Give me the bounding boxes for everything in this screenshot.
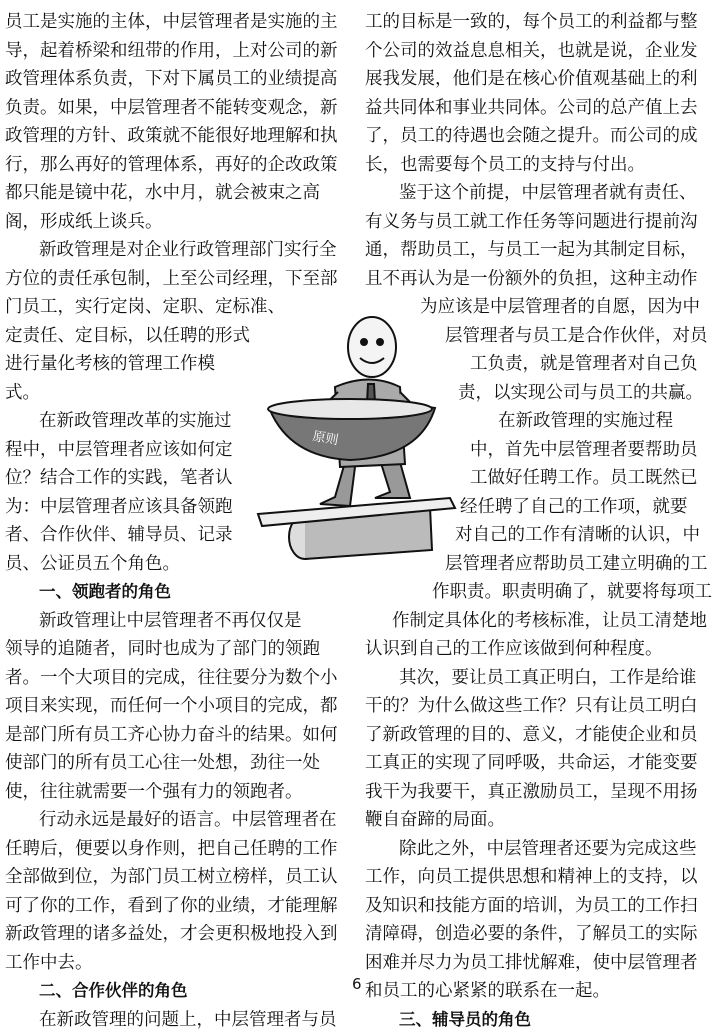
left-text-line: 程中，中层管理者应该如何定 xyxy=(5,439,233,460)
right-text-line: 工负责，就是管理者对自己负 xyxy=(470,354,698,374)
left-text-line: 都只能是镜中花，水中月，就会被束之高 xyxy=(5,183,320,203)
right-text-line: 长，也需要每个员工的支持与付出。 xyxy=(365,154,645,175)
right-text-line: 个公司的效益息息相关，也就是说，企业发 xyxy=(365,40,698,61)
left-text-line: 项目来实现，而任何一个小项目的完成，都 xyxy=(5,696,338,716)
right-text-line: 展我发展，他们是在核心价值观基础上的利 xyxy=(365,69,698,89)
right-text-line: 作制定具体化的考核标准，让员工清楚地 xyxy=(392,610,707,631)
right-text-line: 工的目标是一致的，每个员工的利益都与整 xyxy=(365,12,698,32)
left-text-line: 工作中去。 xyxy=(5,952,93,973)
left-text-line: 阁，形成纸上谈兵。 xyxy=(5,211,163,232)
right-text-line: 工作，向员工提供思想和精神上的支持，以 xyxy=(365,867,698,887)
right-text-line: 层管理者与员工是合作伙伴，对员 xyxy=(445,325,708,346)
right-section-heading: 三、辅导员的角色 xyxy=(399,1009,531,1029)
left-text-line: 者。一个大项目的完成，往往要分为数个小 xyxy=(5,667,338,688)
right-text-line: 了新政管理的目的、意义，才能使企业和员 xyxy=(365,724,698,745)
left-text-line: 位？结合工作的实践，笔者认 xyxy=(5,468,233,488)
left-text-line: 新政管理让中层管理者不再仅仅是 xyxy=(39,610,302,631)
right-text-line: 经任聘了自己的工作项，就要 xyxy=(460,496,688,517)
left-text-line: 在新政管理改革的实施过 xyxy=(39,411,232,431)
left-section-heading: 二、合作伙伴的角色 xyxy=(39,981,188,1000)
right-text-line: 有义务与员工就工作任务等问题进行提前沟 xyxy=(365,211,698,232)
right-text-line: 我干为我要干，真正激励员工，呈现不用扬 xyxy=(365,781,698,802)
right-text-line: 对自己的工作有清晰的认识，中 xyxy=(455,525,700,545)
right-text-line: 层管理者应帮助员工建立明确的工 xyxy=(445,553,708,574)
right-text-line: 作职责。职责明确了，就要将每项工 xyxy=(432,582,712,602)
right-text-line: 中，首先中层管理者要帮助员 xyxy=(470,439,698,460)
left-text-line: 在新政管理的问题上，中层管理者与员 xyxy=(39,1009,337,1030)
left-text-line: 方位的责任承包制，上至公司经理，下至部 xyxy=(5,268,338,289)
left-text-line: 政管理体系负责，下对下属员工的业绩提高 xyxy=(5,69,338,89)
bowl-label: 原则 xyxy=(311,429,340,449)
left-text-line: 定责任、定目标，以任聘的形式 xyxy=(5,325,250,346)
right-text-line: 干的？为什么做这些工作？只有让员工明白 xyxy=(365,696,698,716)
left-text-line: 员工是实施的主体，中层管理者是实施的主 xyxy=(5,12,338,32)
right-text-line: 通，帮助员工，与员工一起为其制定目标， xyxy=(365,240,698,260)
right-text-line: 及知识和技能方面的培训，为员工的工作扫 xyxy=(365,895,698,916)
left-text-line: 为：中层管理者应该具备领跑 xyxy=(5,496,233,517)
left-text-line: 任聘后，便要以身作则，把自己任聘的工作 xyxy=(5,838,338,859)
left-text-line: 负责。如果，中层管理者不能转变观念，新 xyxy=(5,97,338,118)
right-text-line: 和员工的心紧紧的联系在一起。 xyxy=(365,981,610,1001)
right-text-line: 困难并尽力为员工排忧解难，使中层管理者 xyxy=(365,952,698,973)
left-text-line: 使部门的所有员工心往一处想，劲往一处 xyxy=(5,753,320,773)
left-text-line: 使，往往就需要一个强有力的领跑者。 xyxy=(5,781,303,802)
left-text-line: 行动永远是最好的语言。中层管理者在 xyxy=(39,810,337,830)
right-text-line: 工真正的实现了同呼吸，共命运，才能变要 xyxy=(365,753,698,773)
right-text-line: 为应该是中层管理者的自愿，因为中 xyxy=(420,297,700,317)
left-text-line: 门员工，实行定岗、定职、定标准、 xyxy=(5,297,285,317)
page-number: 6 xyxy=(352,975,362,993)
left-text-line: 可了你的工作，看到了你的业绩，才能理解 xyxy=(5,895,338,916)
right-text-line: 在新政管理的实施过程 xyxy=(498,411,673,431)
right-text-line: 工做好任聘工作。员工既然已 xyxy=(470,468,698,488)
left-section-heading: 一、领跑者的角色 xyxy=(39,582,171,601)
left-text-line: 式。 xyxy=(5,382,40,403)
left-text-line: 导，起着桥梁和纽带的作用，上对公司的新 xyxy=(5,40,338,61)
right-text-line: 责，以实现公司与员工的共赢。 xyxy=(458,382,703,403)
right-text-line: 益共同体和事业共同体。公司的总产值上去 xyxy=(365,97,698,118)
left-text-line: 新政管理是对企业行政管理部门实行全 xyxy=(39,240,337,260)
right-text-line: 除此之外，中层管理者还要为完成这些 xyxy=(399,838,697,859)
left-text-line: 员、公证员五个角色。 xyxy=(5,553,180,574)
right-text-line: 清障碍，创造必要的条件，了解员工的实际 xyxy=(365,924,698,944)
left-text-line: 是部门所有员工齐心协力奋斗的结果。如何 xyxy=(5,724,338,745)
left-text-line: 者、合作伙伴、辅导员、记录 xyxy=(5,525,233,545)
left-text-line: 领导的追随者，同时也成为了部门的领跑 xyxy=(5,639,320,659)
left-text-line: 全部做到位，为部门员工树立榜样，员工认 xyxy=(5,867,338,887)
manager-balancing-illustration xyxy=(250,292,460,582)
left-text-line: 新政管理的诸多益处，才会更积极地投入到 xyxy=(5,924,338,944)
right-text-line: 鉴于这个前提，中层管理者就有责任、 xyxy=(399,183,697,203)
left-text-line: 进行量化考核的管理工作模 xyxy=(5,354,215,374)
right-text-line: 且不再认为是一份额外的负担，这种主动作 xyxy=(365,268,698,289)
right-text-line: 了，员工的待遇也会随之提升。而公司的成 xyxy=(365,126,698,146)
right-text-line: 认识到自己的工作应该做到何种程度。 xyxy=(365,639,663,659)
left-text-line: 行，那么再好的管理体系，再好的企改政策 xyxy=(5,154,338,175)
left-text-line: 政管理的方针、政策就不能很好地理解和执 xyxy=(5,126,338,146)
right-text-line: 鞭自奋蹄的局面。 xyxy=(365,810,505,830)
right-text-line: 其次，要让员工真正明白，工作是给谁 xyxy=(399,667,697,688)
